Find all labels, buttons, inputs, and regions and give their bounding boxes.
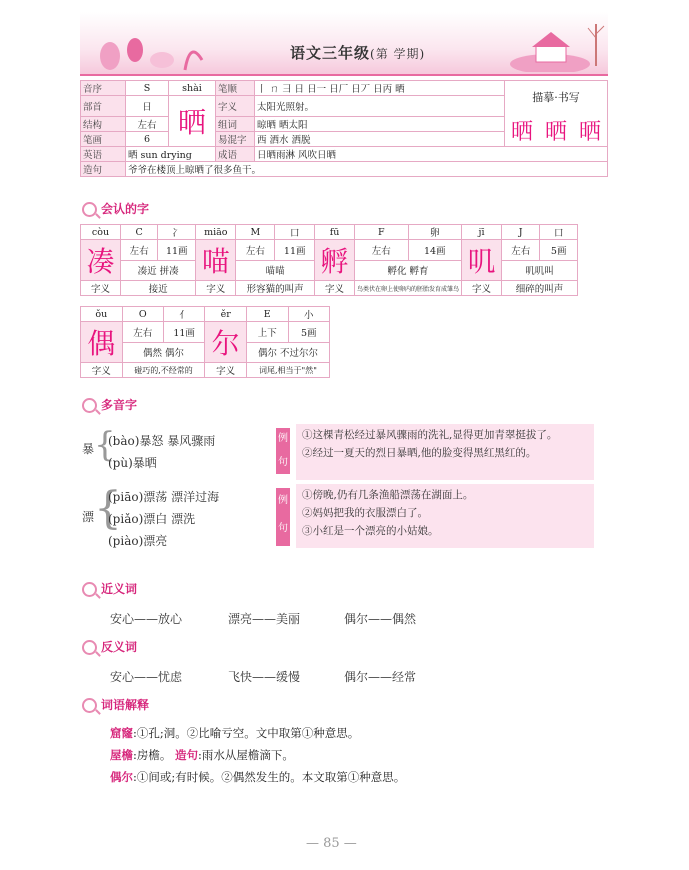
section-heading-synonym: 近义词 [82, 580, 137, 597]
radical-cell: 口 [275, 225, 315, 240]
magnifier-icon [82, 202, 97, 217]
words-cell: 凑近 拼凑 [120, 260, 195, 281]
structure-cell: 左右 [120, 240, 157, 261]
definition-text: :房檐。 [133, 748, 172, 762]
meaning-cell: 鸟类伏在卵上使卵内的胚胎发育成雏鸟 [355, 281, 462, 296]
seq-cell: J [502, 225, 540, 240]
definition-term: 窟窿 [110, 726, 133, 740]
polyphone-reading: (piào)漂亮 [108, 534, 168, 548]
example-sentence: ②经过一夏天的烈日暴晒,他的脸变得黑红黑红的。 [302, 447, 537, 459]
example-sentence: ①傍晚,仍有几条渔船漂荡在湖面上。 [302, 489, 474, 501]
label-idiom: 成语 [216, 147, 255, 162]
definition-term: 屋檐 [110, 748, 133, 762]
house-decoration-icon [510, 20, 608, 72]
pinyin-cell: fū [315, 225, 355, 240]
structure-cell: 上下 [246, 322, 288, 343]
seq-cell: C [120, 225, 157, 240]
words-cell: 偶然 偶尔 [122, 342, 205, 363]
definition-text: :①间或;有时候。②偶然发生的。本文取第①种意思。 [133, 770, 406, 784]
character-cell: 叽 [462, 240, 502, 281]
character-cell: 凑 [81, 240, 121, 281]
seq-cell: F [355, 225, 409, 240]
strokes-cell: 5画 [288, 322, 329, 343]
pinyin-cell: jī [462, 225, 502, 240]
strokes-cell: 5画 [540, 240, 578, 261]
character-cell: 偶 [81, 322, 123, 363]
label-strokes: 笔画 [81, 132, 126, 147]
example-box [296, 484, 594, 548]
meaning-label: 字义 [205, 363, 247, 378]
example-tab: 例 句 [276, 428, 290, 474]
polyphone-char: 漂 [82, 510, 95, 524]
meaning-cell: 接近 [120, 281, 195, 296]
strokes-cell: 11画 [275, 240, 315, 261]
brace-icon: { [94, 425, 116, 465]
copy-char: 晒 [544, 120, 567, 145]
structure-cell: 左右 [236, 240, 275, 261]
strokes-cell: 14画 [408, 240, 462, 261]
pinyin-cell: ǒu [81, 307, 123, 322]
definition-text: :①孔;洞。②比喻亏空。文中取第①种意思。 [133, 726, 360, 740]
seq-cell: M [236, 225, 275, 240]
words-cell: 叽叽叫 [502, 260, 578, 281]
pinyin-cell: miāo [196, 225, 236, 240]
definition-row [110, 766, 405, 788]
words-cell: 偶尔 不过尔尔 [246, 342, 329, 363]
antonym-pair: 偶尔——经常 [344, 670, 417, 684]
definition-term: 造句 [175, 748, 199, 762]
example-sentence: ②妈妈把我的衣服漂白了。 [302, 507, 428, 519]
synonym-pair: 安心——放心 [110, 612, 183, 626]
polyphone-char: 暴 [82, 442, 95, 456]
character-cell: 尔 [205, 322, 247, 363]
label-structure: 结构 [81, 117, 126, 132]
copy-label: 描摹·书写 [532, 91, 580, 104]
definition-row [110, 722, 359, 744]
words-cell: 孵化 孵育 [355, 260, 462, 281]
value-words: 晾晒 晒太阳 [255, 117, 505, 132]
value-radical: 日 [126, 96, 169, 117]
value-stroke-order: 丨 ㄇ 彐 日 日一 日厂 日丆 日丙 晒 [255, 81, 505, 96]
polyphone-reading: (piǎo)漂白 漂洗 [108, 512, 196, 526]
radical-cell: 冫 [158, 225, 196, 240]
structure-cell: 左右 [122, 322, 163, 343]
synonym-pair: 偶尔——偶然 [344, 612, 417, 626]
strokes-cell: 11画 [163, 322, 205, 343]
magnifier-icon [82, 698, 97, 713]
meaning-label: 字义 [462, 281, 502, 296]
polyphone-reading: (bào)暴怒 暴风骤雨 [108, 434, 216, 448]
value-pinyin-seq: S [126, 81, 169, 96]
meaning-label: 字义 [196, 281, 236, 296]
polyphone-reading: (pù)暴晒 [108, 456, 157, 470]
label-pinyin: 音序 [81, 81, 126, 96]
pinyin-cell: ěr [205, 307, 247, 322]
main-character: 晒 [169, 96, 216, 147]
section-heading-polyphone: 多音字 [82, 396, 137, 413]
definition-text: :雨水从屋檐滴下。 [198, 748, 294, 762]
structure-cell: 左右 [355, 240, 409, 261]
pinyin-cell: còu [81, 225, 121, 240]
synonym-pair: 漂亮——美丽 [228, 612, 301, 626]
example-tab: 例 句 [276, 488, 290, 546]
label-confusable: 易混字 [216, 132, 255, 147]
radical-cell: 卵 [408, 225, 462, 240]
magnifier-icon [82, 640, 97, 655]
page-number: — 85 — [306, 836, 357, 851]
label-words: 组词 [216, 117, 255, 132]
meaning-label: 字义 [81, 281, 121, 296]
value-confusable: 西 洒水 洒脱 [255, 132, 505, 147]
example-box [296, 424, 594, 480]
recognize-table-1 [80, 224, 578, 296]
brace-icon: { [94, 483, 122, 534]
copy-char: 晒 [510, 120, 533, 145]
recognize-table-2 [80, 306, 330, 378]
structure-cell: 左右 [502, 240, 540, 261]
page-title: 语文三年级(第 学期) [290, 44, 426, 62]
antonym-pair: 安心——忧虑 [110, 670, 183, 684]
label-english: 英语 [81, 147, 126, 162]
antonym-pair: 飞快——缓慢 [228, 670, 301, 684]
example-sentence: ③小红是一个漂亮的小姑娘。 [302, 525, 439, 537]
char-card-table [80, 80, 608, 177]
section-heading-recognize: 会认的字 [82, 200, 149, 217]
value-english: 晒 sun drying [126, 147, 216, 162]
seq-cell: E [246, 307, 288, 322]
value-strokes: 6 [126, 132, 169, 147]
radical-cell: 口 [540, 225, 578, 240]
definition-term: 偶尔 [110, 770, 133, 784]
character-cell: 孵 [315, 240, 355, 281]
magnifier-icon [82, 398, 97, 413]
value-idiom: 日晒雨淋 风吹日晒 [255, 147, 608, 162]
radical-cell: 小 [288, 307, 329, 322]
label-radical: 部首 [81, 96, 126, 117]
label-meaning: 字义 [216, 96, 255, 117]
value-sentence: 爷爷在楼顶上晾晒了很多鱼干。 [126, 162, 608, 177]
copy-char: 晒 [578, 120, 601, 145]
value-meaning: 太阳光照射。 [255, 96, 505, 117]
flower-decoration-icon [90, 30, 210, 72]
words-cell: 喵喵 [236, 260, 315, 281]
radical-cell: 亻 [163, 307, 205, 322]
label-stroke-order: 笔顺 [216, 81, 255, 96]
value-pinyin: shài [169, 81, 216, 96]
meaning-cell: 形容猫的叫声 [236, 281, 315, 296]
meaning-label: 字义 [315, 281, 355, 296]
meaning-cell: 细碎的叫声 [502, 281, 578, 296]
section-heading-explain: 词语解释 [82, 696, 149, 713]
label-sentence: 造句 [81, 162, 126, 177]
meaning-cell: 碰巧的,不经常的 [122, 363, 205, 378]
polyphone-reading: (piāo)漂荡 漂洋过海 [108, 490, 220, 504]
value-structure: 左右 [126, 117, 169, 132]
seq-cell: O [122, 307, 163, 322]
copy-area [504, 81, 607, 147]
character-cell: 喵 [196, 240, 236, 281]
section-heading-antonym: 反义词 [82, 638, 137, 655]
magnifier-icon [82, 582, 97, 597]
strokes-cell: 11画 [158, 240, 196, 261]
example-sentence: ①这棵青松经过暴风骤雨的洗礼,显得更加青翠挺拔了。 [302, 429, 558, 441]
definition-row [110, 744, 294, 766]
meaning-cell: 词尾,相当于"然" [246, 363, 329, 378]
meaning-label: 字义 [81, 363, 123, 378]
